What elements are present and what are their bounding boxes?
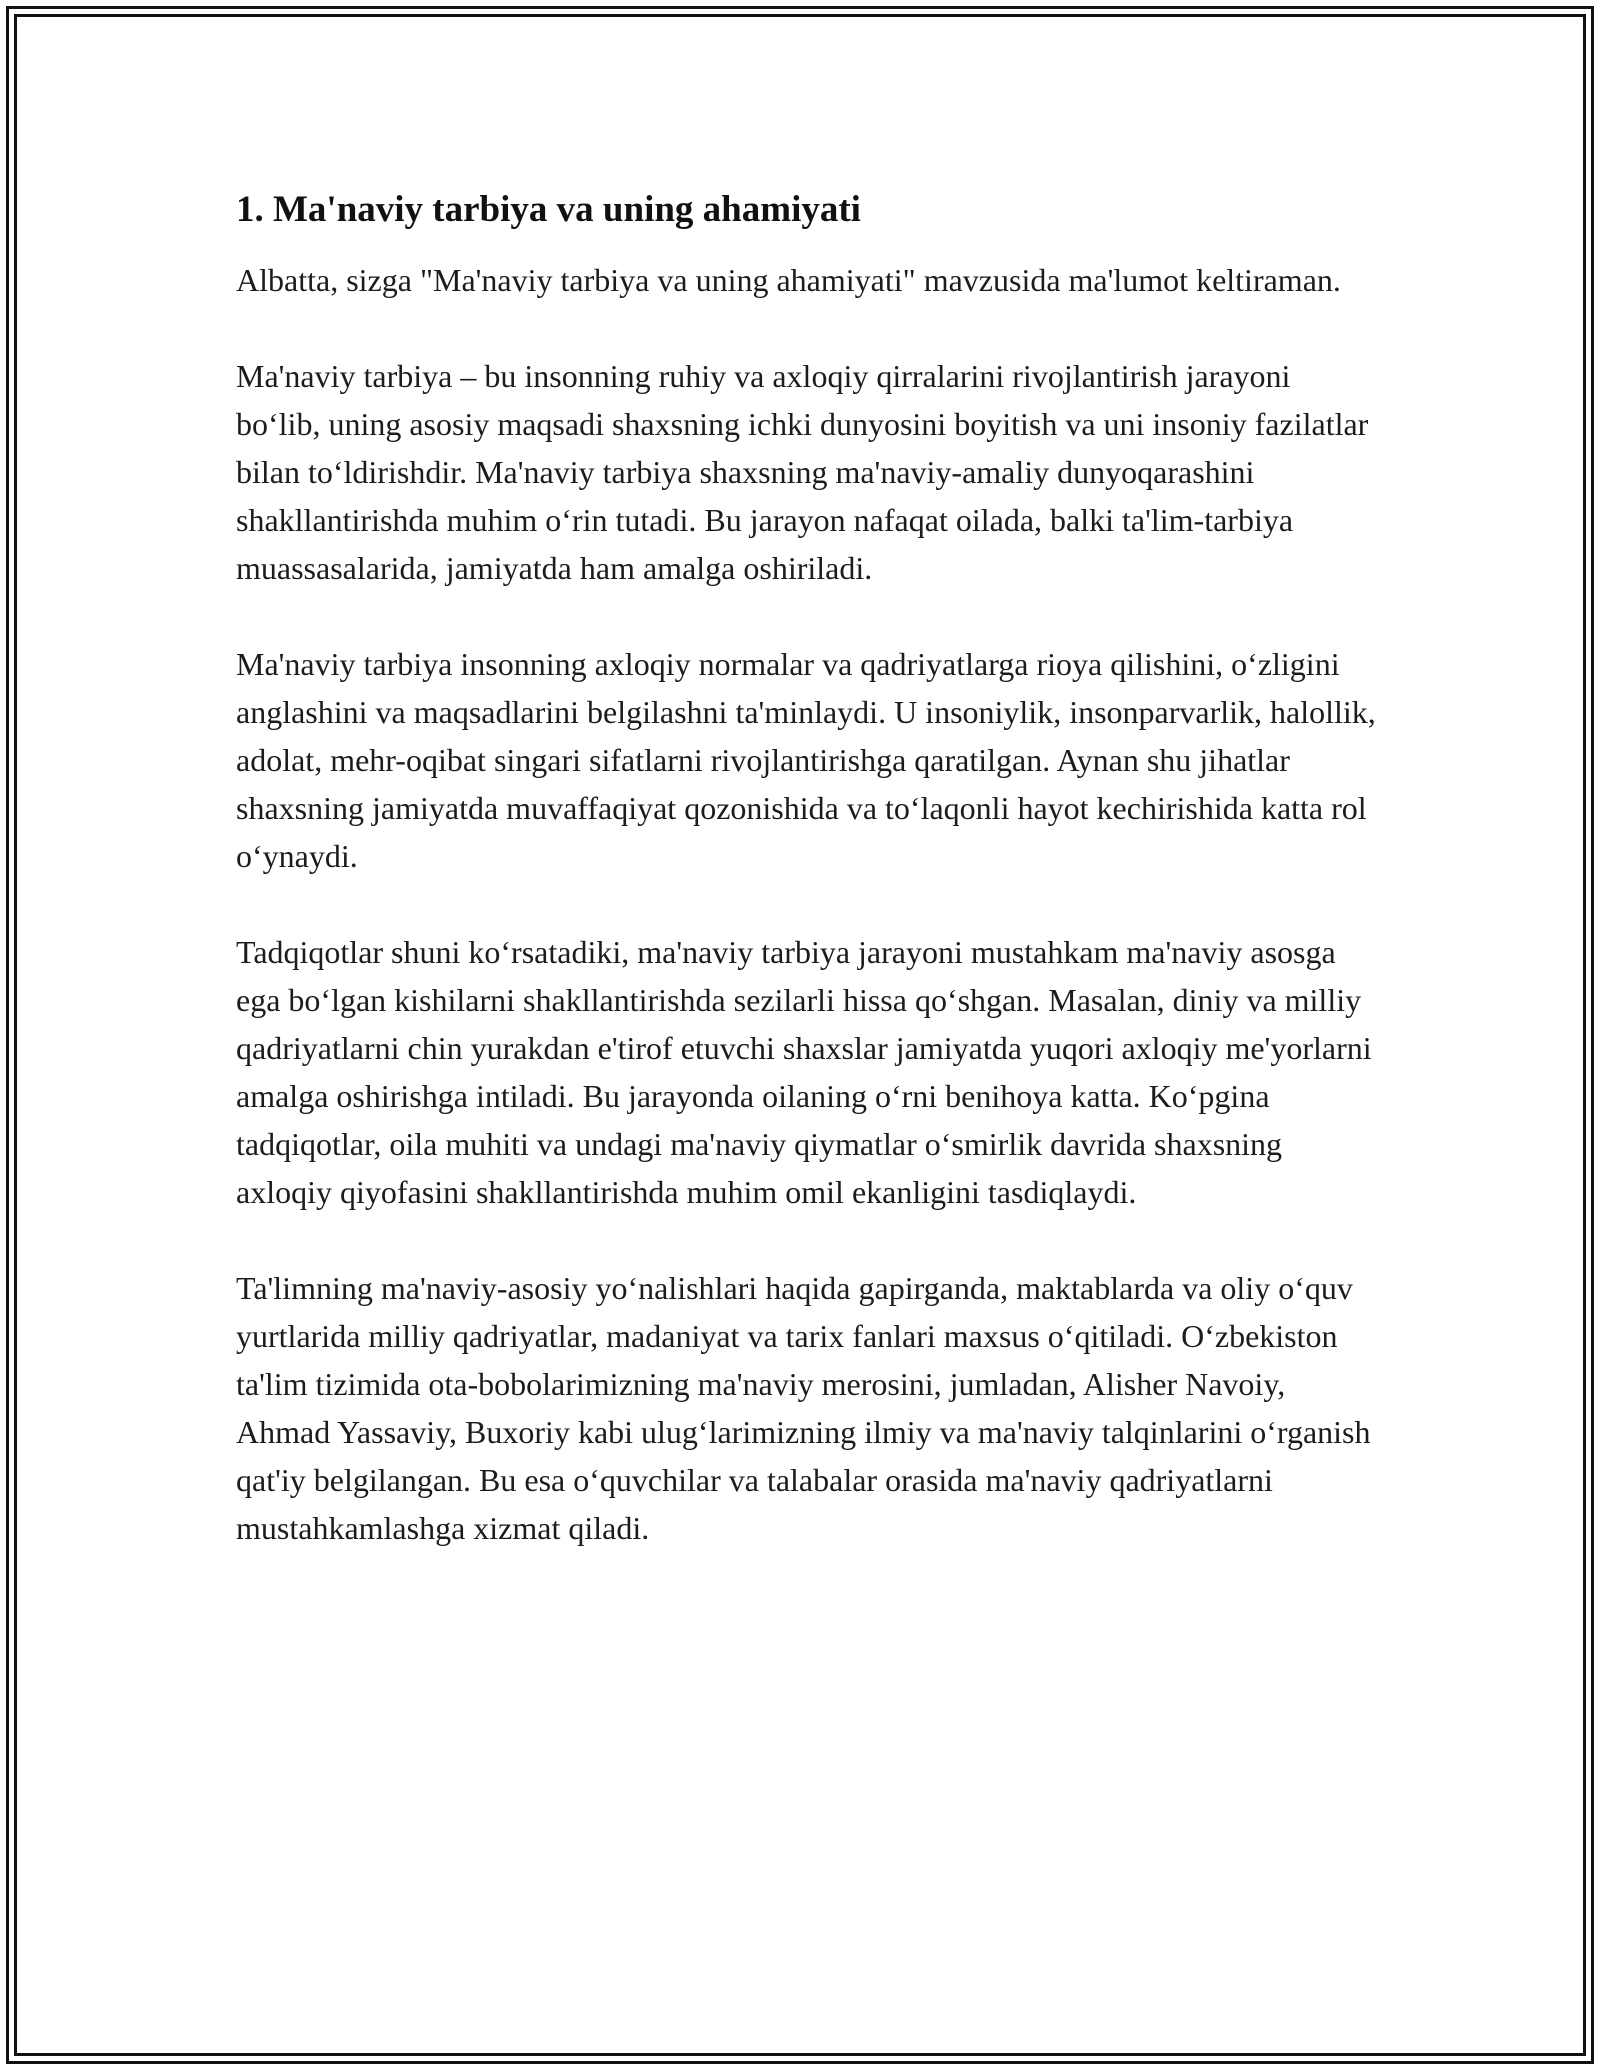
paragraph-research: Tadqiqotlar shuni ko‘rsatadiki, ma'naviy tarbiya jarayoni mustahkam ma'naviy asosga ega bo‘lgan kishilarni shakllantirishda sezilarli hissa qo‘shgan. Masalan, diniy va milliy qadriyatlarni chin yurakdan e'tirof etuvchi shaxslar jamiyatda yuqori axloqiy me'yorlarni amalga oshirishga intiladi. Bu jarayonda oilaning o‘rni benihoya katta. Ko‘pgina tadqiqotlar, oila muhiti va undagi ma'naviy qiymatlar o‘smirlik davrida shaxsning axloqiy qiyofasini shakllantirishda muhim omil ekanligini tasdiqlaydi.	[236, 934, 1372, 1210]
section-title: 1. Ma'naviy tarbiya va uning ahamiyati	[236, 189, 861, 230]
document-body	[236, 186, 1376, 1600]
paragraph-education: Ta'limning ma'naviy-asosiy yo‘nalishlari haqida gapirganda, maktablarda va oliy o‘quv yurtlarida milliy qadriyatlar, madaniyat va tarix fanlari maxsus o‘qitiladi. O‘zbekiston ta'lim tizimida ota-bobolarimizning ma'naviy merosini, jumladan, Alisher Navoiy, Ahmad Yassaviy, Buxoriy kabi ulug‘larimizning ilmiy va ma'naviy talqinlarini o‘rganish qat'iy belgilangan. Bu esa o‘quvchilar va talabalar orasida ma'naviy qadriyatlarni mustahkamlashga xizmat qiladi.	[236, 1270, 1371, 1546]
paragraph-definition: Ma'naviy tarbiya – bu insonning ruhiy va axloqiy qirralarini rivojlantirish jarayoni bo‘lib, uning asosiy maqsadi shaxsning ichki dunyosini boyitish va uni insoniy fazilatlar bilan to‘ldirishdir. Ma'naviy tarbiya shaxsning ma'naviy-amaliy dunyoqarashini shakllantirishda muhim o‘rin tutadi. Bu jarayon nafaqat oilada, balki ta'lim-tarbiya muassasalarida, jamiyatda ham amalga oshiriladi.	[236, 358, 1369, 586]
paragraph-intro: Albatta, sizga "Ma'naviy tarbiya va uning ahamiyati" mavzusida ma'lumot keltiraman.	[236, 262, 1341, 298]
paragraph-values: Ma'naviy tarbiya insonning axloqiy normalar va qadriyatlarga rioya qilishini, o‘zligini anglashini va maqsadlarini belgilashni ta'minlaydi. U insoniylik, insonparvarlik, halollik, adolat, mehr-oqibat singari sifatlarni rivojlantirishga qaratilgan. Aynan shu jihatlar shaxsning jamiyatda muvaffaqiyat qozonishida va to‘laqonli hayot kechirishida katta rol o‘ynaydi.	[236, 646, 1376, 874]
